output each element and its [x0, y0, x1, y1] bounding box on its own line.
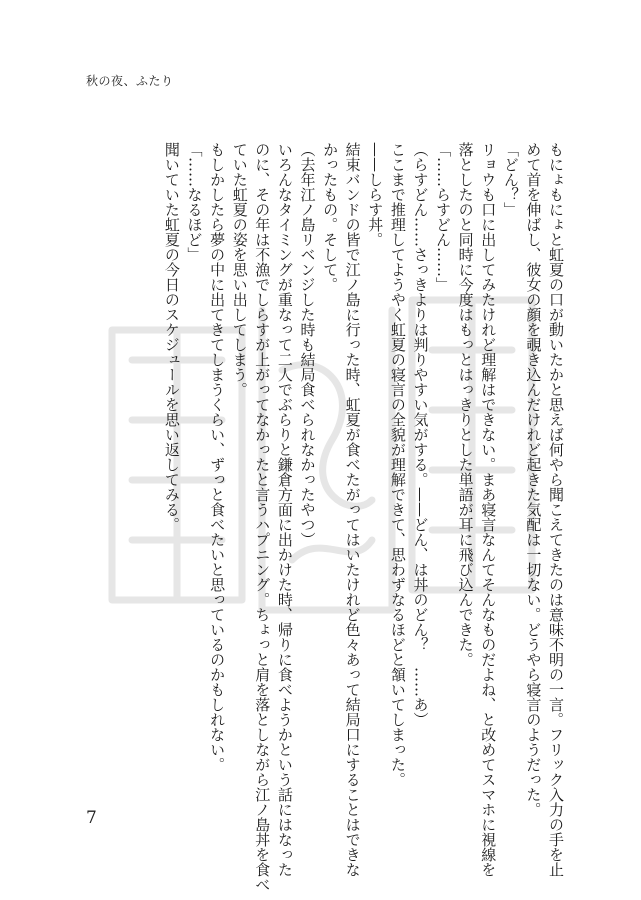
text-line: 聞いていた虹夏の今日のスケジュールを思い返してみる。	[162, 142, 181, 532]
text-line: かったもの。そして。	[321, 142, 340, 292]
body-text	[160, 142, 567, 892]
text-line: もしかしたら夢の中に出てきてしまうくらい、ずっと食べたいと思っているのかもしれない。	[208, 142, 227, 772]
text-line: 落としたのと同時に今度はもっとはっきりとした単語が耳に飛び込んできた。	[456, 142, 475, 667]
text-line: ——しらす丼。	[366, 142, 385, 247]
text-line: ここまで推理してようやく虹夏の寝言の全貌が理解できて、思わずなるほどと頷いてしまった。	[388, 142, 407, 787]
text-line: （らすどん……さっきよりは判りやすい気がする。——どん、は丼のどん？ ……あ）	[411, 142, 430, 727]
text-line: 結束バンドの皆で江ノ島に行った時、虹夏が食べたがってはいたけれど色々あって結局口にすることはできな	[343, 142, 362, 877]
text-line: （去年江ノ島リベンジした時も結局食べられなかったやつ）	[298, 142, 317, 547]
text-line: ていた虹夏の姿を思い出してしまう。	[230, 142, 249, 397]
text-line: リョウも口に出してみたけれど理解はできない。まあ寝言なんてそんなものだよね、と改めてスマホに視線を	[479, 142, 498, 877]
text-line: 「どん？」	[501, 142, 520, 217]
text-line: もにょもにょと虹夏の口が動いたかと思えば何やら聞こえてきたのは意味不明の一言。フリック入力の手を止	[547, 142, 565, 877]
page-number: 7	[86, 808, 97, 828]
text-line: 「……らすどん……」	[434, 142, 453, 292]
text-line: 「……なるほど」	[185, 142, 204, 262]
running-head: 秋の夜、ふたり	[86, 74, 174, 88]
text-line: のに、その年は不漁でしらすが上がってなかったと言うハプニング。ちょっと肩を落としながら江ノ島丼を食べ	[253, 142, 272, 892]
text-line: めて首を伸ばし、彼女の顔を覗き込んだけれど起きた気配は一切ない。どうやら寝言のようだった。	[524, 142, 543, 817]
text-line: いろんなタイミングが重なって二人でぶらりと鎌倉方面に出かけた時、帰りに食べようかという話にはなった	[275, 142, 294, 877]
